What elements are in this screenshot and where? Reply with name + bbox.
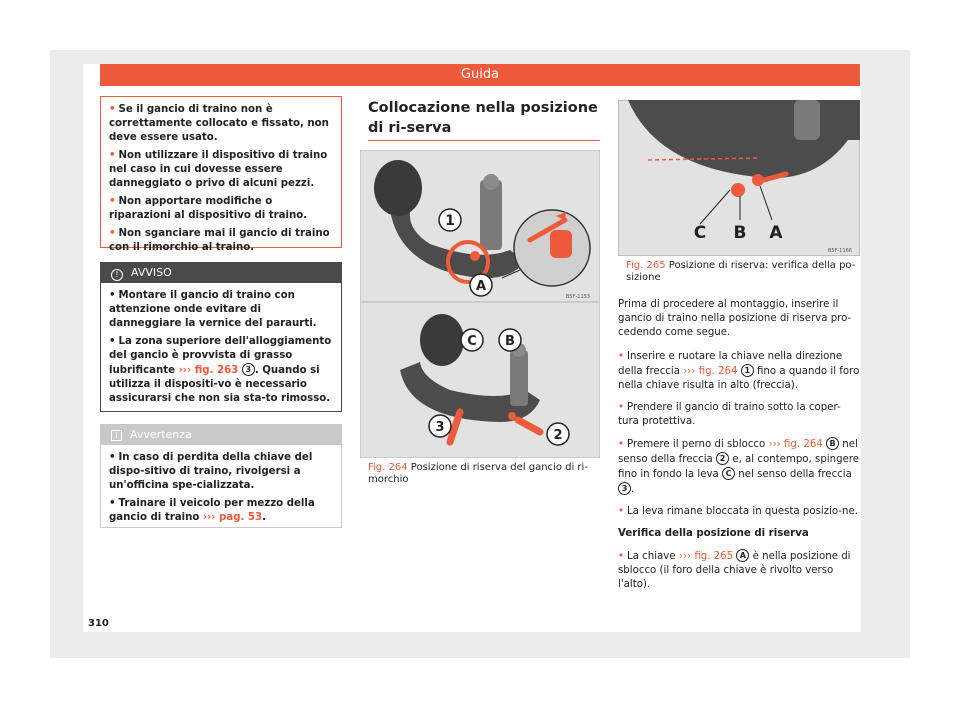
figure-265-illustration (618, 100, 860, 256)
figure-link[interactable]: ››› fig. 264 (768, 439, 823, 450)
tip-item: • Trainare il veicolo per mezzo della gancio di traino ››› pag. 53. (109, 498, 315, 523)
step-item: • Premere il perno di sblocco ››› fig. 264 B nel senso della freccia 2 e, al contempo, spingere fino in fondo la leva C nel senso della freccia 3 . (618, 439, 860, 495)
callout-number: 3 (242, 363, 255, 376)
warning-item: • Se il gancio di traino non è correttamente collocato e fissato, non deve essere usato. (109, 104, 329, 143)
callout-number: A (736, 549, 749, 562)
callout-C: C (693, 223, 707, 243)
step-item: • Inserire e ruotare la chiave nella direzione della freccia ››› fig. 264 1 fino a quando il foro nella chiave risulta in alto (freccia). (618, 351, 860, 391)
step-item: • Prendere il gancio di traino sotto la coper-tura protettiva. (618, 402, 841, 427)
figure-code: B5F-1166 (827, 248, 852, 254)
info-icon: ! (111, 269, 123, 281)
callout-2: 2 (553, 428, 563, 443)
bullet-icon: • (109, 498, 116, 509)
bullet-icon: • (618, 402, 625, 413)
notice-item: • Montare il gancio di traino con attenzione onde evitare di danneggiare la vernice del paraurti. (109, 290, 317, 329)
tip-box (100, 424, 342, 528)
callout-C: C (467, 334, 477, 349)
tip-item: • In caso di perdita della chiave del dispo-sitivo di traino, rivolgersi a un'officina spe-cializzata. (109, 452, 313, 491)
tow-ball-cap (374, 160, 422, 216)
callout-number: 2 (716, 452, 729, 465)
notice-header: ! AVVISO (101, 263, 341, 283)
bullet-icon: • (109, 290, 116, 301)
instructions (618, 298, 860, 600)
callout-3: 3 (435, 420, 445, 435)
bullet-icon: • (109, 196, 116, 207)
figure-264-caption: Fig. 264 Posizione di riserva del gancio di ri-morchio (368, 462, 588, 485)
warning-item: • Non apportare modifiche o riparazioni al dispositivo di traino. (109, 196, 308, 221)
intro-paragraph: Prima di procedere al montaggio, inserire il gancio di traino nella posizione di riserva pro-cedendo come segue. (618, 299, 852, 338)
figure-number: Fig. 265 (626, 260, 666, 271)
figure-link[interactable]: ››› fig. 265 (678, 551, 734, 562)
bullet-icon: • (109, 228, 116, 239)
check-item: • La chiave ››› fig. 265 A è nella posizione di sblocco (il foro della chiave è rivolto verso l'alto). (618, 551, 851, 590)
bullet-icon: • (109, 336, 116, 347)
step-item: • La leva rimane bloccata in questa posizio-ne. (618, 506, 858, 517)
page-number: 310 (88, 618, 109, 629)
callout-B: B (505, 334, 515, 349)
warning-box (100, 96, 342, 253)
figure-264-illustration (360, 150, 600, 458)
figure-number: Fig. 264 (368, 462, 408, 473)
callout-A: A (769, 223, 783, 243)
notice-item: • La zona superiore dell'alloggiamento del gancio è provvista di grasso lubrificante ››› fig. 263 3 . Quando si utilizza il dispositi-vo è necessario assicurarsi che non sia sta-to rimosso. (109, 336, 332, 404)
callout-number: C (722, 467, 735, 480)
tip-header: i Avvertenza (101, 425, 341, 445)
callout-B: B (733, 223, 747, 243)
section-title: Collocazione nella posizione di ri-serva (368, 100, 598, 136)
bullet-icon: • (618, 506, 625, 517)
page-header: Guida (100, 64, 860, 86)
page-link[interactable]: ››› pag. 53 (202, 512, 263, 523)
bullet-icon: • (618, 351, 625, 362)
figure-link[interactable]: ››› fig. 264 (683, 366, 738, 377)
subheading: Verifica della posizione di riserva (618, 528, 809, 539)
note-icon: i (111, 430, 122, 441)
notice-box (100, 262, 342, 412)
warning-item: • Non sganciare mai il gancio di traino con il rimorchio al traino. (109, 228, 330, 253)
bullet-icon: • (109, 452, 116, 463)
bullet-icon: • (618, 551, 625, 562)
figure-265-caption: Fig. 265 Posizione di riserva: verifica della po-sizione (626, 260, 856, 283)
callout-number: 3 (618, 482, 631, 495)
title-divider (368, 140, 600, 141)
figure-code: B5F-1153 (565, 294, 590, 300)
bullet-icon: • (109, 150, 116, 161)
bullet-icon: • (618, 439, 625, 450)
figure-link[interactable]: ››› fig. 263 (178, 365, 239, 376)
bullet-icon: • (109, 104, 116, 115)
callout-1: 1 (445, 213, 455, 229)
callout-number: B (826, 437, 839, 450)
callout-number: 1 (741, 364, 754, 377)
warning-item: • Non utilizzare il dispositivo di traino nel caso in cui dovesse essere danneggiato o privo di alcuni pezzi. (109, 150, 328, 189)
callout-A: A (475, 279, 487, 294)
